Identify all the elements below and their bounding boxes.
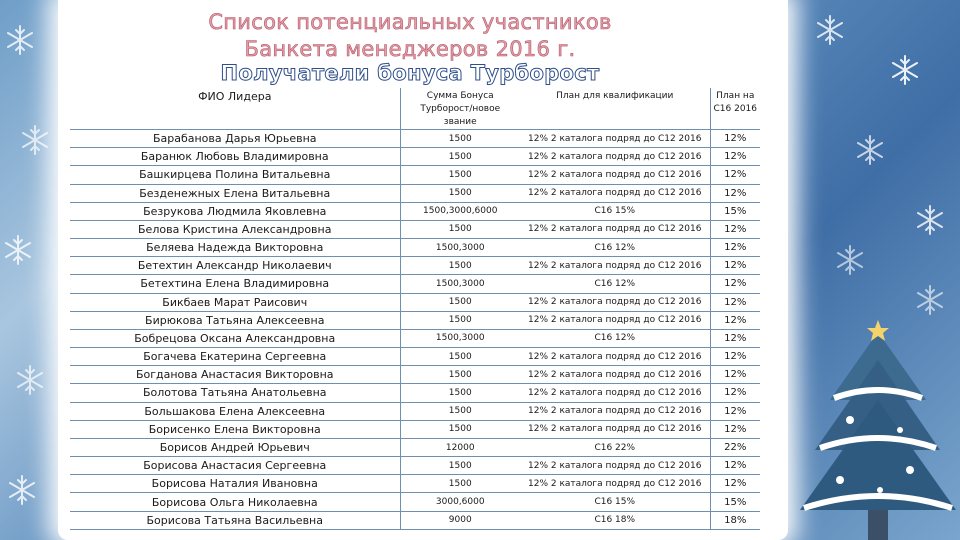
qualification-plan: 12% 2 каталога подряд до С12 2016 [520,475,710,493]
qualification-plan: С16 15% [520,202,710,220]
leader-name: Башкирцева Полина Витальевна [70,166,400,184]
bonus-amount: 1500 [400,475,520,493]
snowflake-icon [818,16,842,44]
qualification-plan: 12% 2 каталога подряд до С12 2016 [520,384,710,402]
leader-name: Беляева Надежда Викторовна [70,239,400,257]
leader-name: Белова Кристина Александровна [70,220,400,238]
snowflake-icon [918,206,942,234]
header-name: ФИО Лидера [70,88,400,130]
plan-c16: 12% [710,257,760,275]
snowflake-icon [6,236,30,264]
leader-name: Борисова Татьяна Васильевна [70,511,400,529]
leader-name: Борисова Анастасия Сергеевна [70,457,400,475]
snowflake-icon [918,286,942,314]
plan-c16: 12% [710,348,760,366]
table-row [70,184,760,202]
bonus-amount: 1500 [400,220,520,238]
leader-name: Баранюк Любовь Владимировна [70,148,400,166]
qualification-plan: 12% 2 каталога подряд до С12 2016 [520,311,710,329]
table-row [70,493,760,511]
table-row [70,166,760,184]
header-plan: План для квалификации [520,88,710,130]
bonus-amount: 1500,3000 [400,239,520,257]
qualification-plan: 12% 2 каталога подряд до С12 2016 [520,420,710,438]
plan-c16: 12% [710,220,760,238]
table-row [70,329,760,347]
table-row [70,293,760,311]
table-row [70,438,760,456]
participants-table [70,88,760,530]
table-header-row [70,88,760,130]
bonus-amount: 3000,6000 [400,493,520,511]
plan-c16: 12% [710,148,760,166]
qualification-plan: С16 22% [520,438,710,456]
bonus-amount: 1500 [400,402,520,420]
title-line-2: Банкета менеджеров 2016 г. [244,37,576,61]
title-line-3: Получатели бонуса Турборост [220,61,600,85]
leader-name: Борисенко Елена Викторовна [70,420,400,438]
plan-c16: 12% [710,366,760,384]
plan-c16: 12% [710,457,760,475]
plan-c16: 12% [710,402,760,420]
bonus-amount: 1500 [400,148,520,166]
leader-name: Борисова Ольга Николаевна [70,493,400,511]
leader-name: Бикбаев Марат Раисович [70,293,400,311]
qualification-plan: 12% 2 каталога подряд до С12 2016 [520,166,710,184]
qualification-plan: 12% 2 каталога подряд до С12 2016 [520,457,710,475]
bonus-amount: 1500 [400,311,520,329]
bonus-amount: 1500,3000 [400,275,520,293]
plan-c16: 12% [710,166,760,184]
header-plan-c16: План на С16 2016 [710,88,760,130]
table-row [70,457,760,475]
bonus-amount: 1500 [400,384,520,402]
plan-c16: 15% [710,493,760,511]
qualification-plan: С16 18% [520,511,710,529]
table-row [70,239,760,257]
table-row [70,130,760,148]
table-row [70,257,760,275]
bonus-amount: 1500 [400,457,520,475]
leader-name: Борисова Наталия Ивановна [70,475,400,493]
plan-c16: 12% [710,239,760,257]
leader-name: Барабанова Дарья Юрьевна [70,130,400,148]
snowflake-icon [10,476,34,504]
qualification-plan: С16 15% [520,493,710,511]
bonus-amount: 9000 [400,511,520,529]
bonus-amount: 1500 [400,130,520,148]
bonus-amount: 1500 [400,348,520,366]
table-row [70,311,760,329]
leader-name: Бетехтин Александр Николаевич [70,257,400,275]
plan-c16: 12% [710,293,760,311]
snowflake-icon [838,246,862,274]
table-row [70,366,760,384]
qualification-plan: 12% 2 каталога подряд до С12 2016 [520,184,710,202]
table-row [70,202,760,220]
bonus-amount: 1500 [400,257,520,275]
leader-name: Большакова Елена Алексеевна [70,402,400,420]
table-row [70,148,760,166]
bonus-amount: 12000 [400,438,520,456]
plan-c16: 15% [710,202,760,220]
leader-name: Безденежных Елена Витальевна [70,184,400,202]
bonus-amount: 1500 [400,293,520,311]
leader-name: Бетехтина Елена Владимировна [70,275,400,293]
plan-c16: 22% [710,438,760,456]
table-row [70,220,760,238]
table-row [70,511,760,529]
plan-c16: 18% [710,511,760,529]
plan-c16: 12% [710,384,760,402]
leader-name: Болотова Татьяна Анатольевна [70,384,400,402]
qualification-plan: С16 12% [520,275,710,293]
table-row [70,348,760,366]
leader-name: Богданова Анастасия Викторовна [70,366,400,384]
plan-c16: 12% [710,420,760,438]
snowflake-icon [23,126,47,154]
qualification-plan: 12% 2 каталога подряд до С12 2016 [520,257,710,275]
bonus-amount: 1500 [400,420,520,438]
table-row [70,402,760,420]
leader-name: Борисов Андрей Юрьевич [70,438,400,456]
plan-c16: 12% [710,475,760,493]
qualification-plan: 12% 2 каталога подряд до С12 2016 [520,366,710,384]
plan-c16: 12% [710,311,760,329]
qualification-plan: 12% 2 каталога подряд до С12 2016 [520,220,710,238]
bonus-amount: 1500 [400,184,520,202]
bonus-amount: 1500 [400,366,520,384]
table-row [70,275,760,293]
qualification-plan: С16 12% [520,239,710,257]
snowflake-icon [18,366,42,394]
header-bonus: Сумма Бонуса Турборост/новое звание [400,88,520,130]
bonus-amount: 1500,3000 [400,329,520,347]
leader-name: Бирюкова Татьяна Алексеевна [70,311,400,329]
plan-c16: 12% [710,329,760,347]
qualification-plan: С16 12% [520,329,710,347]
leader-name: Богачева Екатерина Сергеевна [70,348,400,366]
table-row [70,420,760,438]
qualification-plan: 12% 2 каталога подряд до С12 2016 [520,402,710,420]
plan-c16: 12% [710,275,760,293]
snowflake-icon [858,136,882,164]
plan-c16: 12% [710,130,760,148]
qualification-plan: 12% 2 каталога подряд до С12 2016 [520,348,710,366]
qualification-plan: 12% 2 каталога подряд до С12 2016 [520,293,710,311]
title-line-1: Список потенциальных участников [208,10,612,34]
qualification-plan: 12% 2 каталога подряд до С12 2016 [520,148,710,166]
leader-name: Безрукова Людмила Яковлевна [70,202,400,220]
bonus-amount: 1500 [400,166,520,184]
table-row [70,384,760,402]
leader-name: Бобрецова Оксана Александровна [70,329,400,347]
christmas-tree-icon [790,320,960,540]
plan-c16: 12% [710,184,760,202]
bonus-amount: 1500,3000,6000 [400,202,520,220]
snowflake-icon [893,56,917,84]
qualification-plan: 12% 2 каталога подряд до С12 2016 [520,130,710,148]
table-row [70,475,760,493]
